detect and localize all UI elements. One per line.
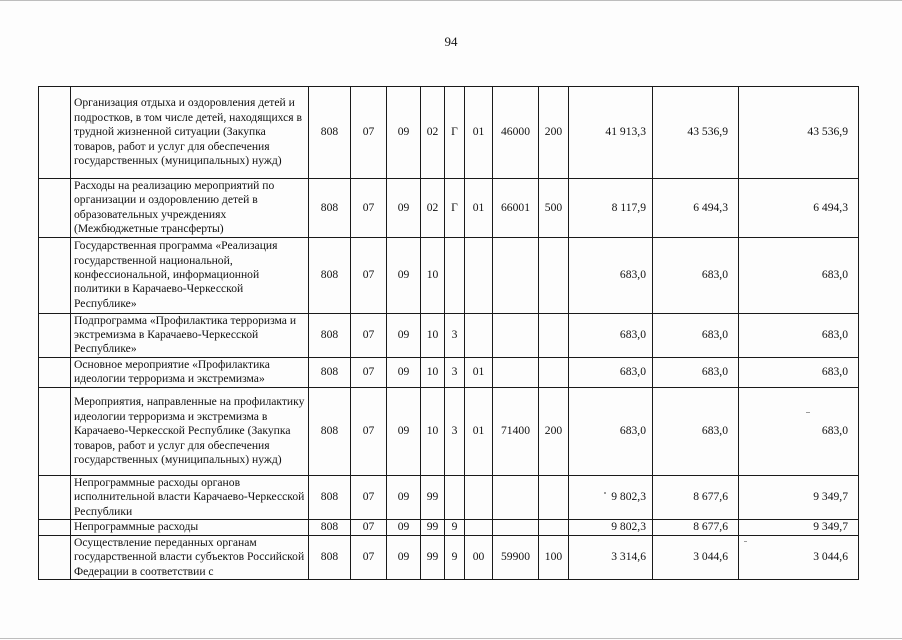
- scan-speck: [604, 492, 606, 494]
- cell-amount-year-3: 683,0: [739, 387, 859, 475]
- cell-expense-type: [539, 357, 569, 387]
- row-name: Мероприятия, направленные на профилактику идеологии терроризма и экстремизма в Карачаево-Черкесской Республике (Закупка товаров, работ и услуг для обеспечения государственных (муниципальных) нужд): [71, 387, 309, 475]
- cell-amount-year-3: 9 349,7: [739, 520, 859, 536]
- cell-amount-year-1: 9 802,3: [569, 475, 653, 519]
- row-name: Организация отдыха и оздоровления детей и подростков, в том числе детей, находящихся в трудной жизненной ситуации (Закупка товаров, работ и услуг для обеспечения государственных (муниципальных) нужд): [71, 87, 309, 179]
- cell-amount-year-3: 683,0: [739, 357, 859, 387]
- cell-amount-year-3: 683,0: [739, 237, 859, 313]
- cell-expense-type: 200: [539, 387, 569, 475]
- cell-section: 07: [351, 536, 387, 580]
- table-row: [39, 520, 859, 536]
- cell-row-number: [39, 475, 71, 519]
- cell-expense-direction: [493, 520, 539, 536]
- cell-subprogram: 3: [445, 313, 465, 357]
- table-row: [39, 536, 859, 580]
- cell-expense-direction: [493, 475, 539, 519]
- cell-amount-year-2: 683,0: [653, 357, 739, 387]
- page-number: 94: [444, 34, 458, 49]
- cell-amount-year-1: 41 913,3: [569, 87, 653, 179]
- cell-expense-type: [539, 520, 569, 536]
- cell-main-activity: [465, 520, 493, 536]
- cell-main-activity: 00: [465, 536, 493, 580]
- cell-row-number: [39, 357, 71, 387]
- cell-row-number: [39, 387, 71, 475]
- cell-ministry-code: 808: [309, 237, 351, 313]
- cell-main-activity: 01: [465, 357, 493, 387]
- row-name: Непрограммные расходы: [71, 520, 309, 536]
- cell-main-activity: 01: [465, 87, 493, 179]
- cell-main-activity: [465, 237, 493, 313]
- cell-ministry-code: 808: [309, 179, 351, 238]
- cell-row-number: [39, 179, 71, 238]
- table-row: [39, 179, 859, 238]
- cell-expense-direction: 71400: [493, 387, 539, 475]
- cell-subsection: 09: [387, 520, 421, 536]
- cell-amount-year-1: 683,0: [569, 313, 653, 357]
- table-row: [39, 87, 859, 179]
- row-name: Осуществление переданных органам государственной власти субъектов Российской Федерации в соответствии с: [71, 536, 309, 580]
- cell-program: 99: [421, 536, 445, 580]
- cell-subsection: 09: [387, 387, 421, 475]
- budget-table-body: [39, 87, 859, 580]
- budget-table: [38, 86, 859, 580]
- table-row: [39, 357, 859, 387]
- cell-row-number: [39, 520, 71, 536]
- cell-main-activity: [465, 475, 493, 519]
- cell-subsection: 09: [387, 237, 421, 313]
- cell-amount-year-3: 9 349,7: [739, 475, 859, 519]
- cell-subprogram: Г: [445, 179, 465, 238]
- cell-subsection: 09: [387, 536, 421, 580]
- cell-expense-type: [539, 313, 569, 357]
- cell-ministry-code: 808: [309, 520, 351, 536]
- cell-subprogram: [445, 237, 465, 313]
- cell-section: 07: [351, 313, 387, 357]
- cell-subsection: 09: [387, 87, 421, 179]
- row-name: Государственная программа «Реализация государственной национальной, конфессиональной, информационной политики в Карачаево-Черкесской Республике»: [71, 237, 309, 313]
- cell-row-number: [39, 87, 71, 179]
- cell-amount-year-2: 8 677,6: [653, 475, 739, 519]
- row-name: Подпрограмма «Профилактика терроризма и экстремизма в Карачаево-Черкесской Республике»: [71, 313, 309, 357]
- scan-top-edge: [0, 0, 902, 1]
- cell-section: 07: [351, 357, 387, 387]
- cell-section: 07: [351, 387, 387, 475]
- cell-program: 10: [421, 357, 445, 387]
- cell-amount-year-1: 683,0: [569, 357, 653, 387]
- cell-expense-direction: [493, 237, 539, 313]
- row-name: Непрограммные расходы органов исполнительной власти Карачаево-Черкесской Республики: [71, 475, 309, 519]
- cell-subprogram: 9: [445, 520, 465, 536]
- cell-section: 07: [351, 237, 387, 313]
- cell-amount-year-2: 683,0: [653, 313, 739, 357]
- cell-program: 99: [421, 520, 445, 536]
- cell-section: 07: [351, 87, 387, 179]
- cell-amount-year-2: 8 677,6: [653, 520, 739, 536]
- cell-amount-year-1: 9 802,3: [569, 520, 653, 536]
- cell-amount-year-2: 43 536,9: [653, 87, 739, 179]
- cell-subsection: 09: [387, 313, 421, 357]
- scan-bottom-edge: [0, 638, 902, 639]
- table-row: [39, 313, 859, 357]
- cell-subsection: 09: [387, 357, 421, 387]
- table-row: [39, 475, 859, 519]
- cell-ministry-code: 808: [309, 387, 351, 475]
- cell-expense-type: [539, 237, 569, 313]
- cell-amount-year-3: 3 044,6: [739, 536, 859, 580]
- cell-row-number: [39, 536, 71, 580]
- cell-program: 10: [421, 387, 445, 475]
- cell-expense-direction: 66001: [493, 179, 539, 238]
- cell-expense-type: 100: [539, 536, 569, 580]
- cell-subprogram: Г: [445, 87, 465, 179]
- cell-program: 10: [421, 313, 445, 357]
- cell-subsection: 09: [387, 179, 421, 238]
- cell-ministry-code: 808: [309, 357, 351, 387]
- row-name: Расходы на реализацию мероприятий по организации и оздоровлению детей в образовательных учреждениях (Межбюджетные трансферты): [71, 179, 309, 238]
- cell-program: 99: [421, 475, 445, 519]
- cell-amount-year-2: 683,0: [653, 387, 739, 475]
- cell-ministry-code: 808: [309, 313, 351, 357]
- cell-amount-year-2: 683,0: [653, 237, 739, 313]
- cell-subprogram: 3: [445, 387, 465, 475]
- cell-program: 10: [421, 237, 445, 313]
- row-name: Основное мероприятие «Профилактика идеологии терроризма и экстремизма»: [71, 357, 309, 387]
- cell-amount-year-1: 3 314,6: [569, 536, 653, 580]
- cell-amount-year-1: 8 117,9: [569, 179, 653, 238]
- cell-section: 07: [351, 179, 387, 238]
- cell-expense-type: 200: [539, 87, 569, 179]
- cell-expense-type: 500: [539, 179, 569, 238]
- cell-expense-direction: 59900: [493, 536, 539, 580]
- cell-program: 02: [421, 179, 445, 238]
- cell-ministry-code: 808: [309, 536, 351, 580]
- cell-amount-year-2: 6 494,3: [653, 179, 739, 238]
- scan-speck: [806, 412, 810, 413]
- cell-amount-year-1: 683,0: [569, 237, 653, 313]
- cell-subprogram: [445, 475, 465, 519]
- cell-program: 02: [421, 87, 445, 179]
- cell-expense-direction: [493, 313, 539, 357]
- cell-main-activity: 01: [465, 387, 493, 475]
- cell-subprogram: 9: [445, 536, 465, 580]
- cell-subsection: 09: [387, 475, 421, 519]
- cell-amount-year-3: 43 536,9: [739, 87, 859, 179]
- cell-row-number: [39, 237, 71, 313]
- cell-main-activity: 01: [465, 179, 493, 238]
- cell-subprogram: 3: [445, 357, 465, 387]
- cell-main-activity: [465, 313, 493, 357]
- cell-expense-direction: [493, 357, 539, 387]
- cell-amount-year-1: 683,0: [569, 387, 653, 475]
- cell-amount-year-2: 3 044,6: [653, 536, 739, 580]
- cell-expense-direction: 46000: [493, 87, 539, 179]
- cell-ministry-code: 808: [309, 475, 351, 519]
- table-row: [39, 387, 859, 475]
- cell-amount-year-3: 6 494,3: [739, 179, 859, 238]
- cell-amount-year-3: 683,0: [739, 313, 859, 357]
- table-row: [39, 237, 859, 313]
- cell-row-number: [39, 313, 71, 357]
- cell-section: 07: [351, 475, 387, 519]
- cell-ministry-code: 808: [309, 87, 351, 179]
- cell-section: 07: [351, 520, 387, 536]
- scan-speck: [744, 541, 747, 542]
- cell-expense-type: [539, 475, 569, 519]
